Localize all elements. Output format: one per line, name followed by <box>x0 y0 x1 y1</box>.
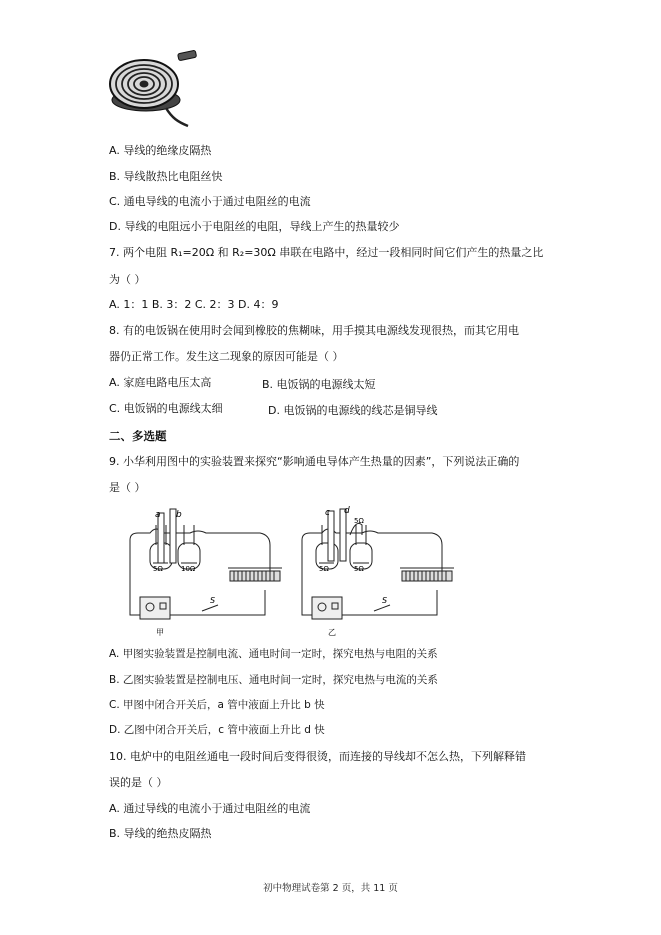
section-title-multiple-choice: 二、多选题 <box>109 429 167 443</box>
q9-option-c: C. 甲图中闭合开关后，a 管中液面上升比 b 快 <box>109 699 325 711</box>
fig-jia-r1: 5Ω <box>153 565 163 573</box>
fig-jia-tube-a: a <box>155 510 161 520</box>
q8-stem-line1: 8. 有的电饭锅在使用时会闻到橡胶的焦糊味，用手摸其电源线发现很热，而其它用电 <box>109 324 519 337</box>
page-footer: 初中物理试卷第 2 页，共 11 页 <box>263 883 398 894</box>
q10-option-b: B. 导线的绝热皮隔热 <box>109 827 212 840</box>
q9-option-b: B. 乙图实验装置是控制电压、通电时间一定时，探究电热与电流的关系 <box>109 674 438 686</box>
q6-option-b: B. 导线散热比电阻丝快 <box>109 170 223 183</box>
fig-jia-caption: 甲 <box>156 628 164 637</box>
figure-yi-rheostat <box>398 565 458 587</box>
q8-option-b: B. 电饭锅的电源线太短 <box>262 378 376 391</box>
q8-option-d: D. 电饭锅的电源线的线芯是铜导线 <box>268 404 438 417</box>
q9-stem-line1: 9. 小华利用图中的实验装置来探究“影响通电导体产生热量的因素”，下列说法正确的 <box>109 455 520 468</box>
q9-option-d: D. 乙图中闭合开关后，c 管中液面上升比 d 快 <box>109 724 325 736</box>
q10-stem-line1: 10. 电炉中的电阻丝通电一段时间后变得很烫，而连接的导线却不怎么热，下列解释错 <box>109 750 526 763</box>
q10-stem-line2: 误的是（ ） <box>109 776 168 789</box>
fig-yi-tube-d: d <box>344 506 350 516</box>
fig-yi-r-top: 5Ω <box>354 517 364 525</box>
fig-jia-switch: S <box>210 596 216 605</box>
fig-yi-tube-c: c <box>325 508 330 518</box>
q6-option-c: C. 通电导线的电流小于通过电阻丝的电流 <box>109 195 311 208</box>
fig-jia-r2: 10Ω <box>181 565 196 573</box>
q6-option-d: D. 导线的电阻远小于电阻丝的电阻，导线上产生的热量较少 <box>109 220 400 233</box>
q6-option-a: A. 导线的绝缘皮隔热 <box>109 144 212 157</box>
figure-jia-rheostat <box>226 565 286 587</box>
q7-stem-line2: 为（ ） <box>109 273 146 286</box>
fig-jia-tube-b: b <box>176 510 182 520</box>
fig-yi-r1: 5Ω <box>319 565 329 573</box>
fig-yi-caption: 乙 <box>328 628 336 637</box>
q8-stem-line2: 器仍正常工作。发生这二现象的原因可能是（ ） <box>109 350 344 363</box>
fig-yi-r2: 5Ω <box>354 565 364 573</box>
q8-option-c: C. 电饭锅的电源线太细 <box>109 402 223 415</box>
q8-option-a: A. 家庭电路电压太高 <box>109 376 212 389</box>
q7-options: A. 1：1 B. 3：2 C. 2：3 D. 4：9 <box>109 298 279 311</box>
q9-option-a: A. 甲图实验装置是控制电流、通电时间一定时，探究电热与电阻的关系 <box>109 648 438 660</box>
q9-stem-line2: 是（ ） <box>109 481 146 494</box>
q7-stem-line1: 7. 两个电阻 R₁=20Ω 和 R₂=30Ω 串联在电路中，经过一段相同时间它们产生的热量之比 <box>109 246 544 259</box>
electric-stove-image <box>106 48 206 136</box>
q10-option-a: A. 通过导线的电流小于通过电阻丝的电流 <box>109 802 311 815</box>
fig-yi-switch: S <box>382 596 388 605</box>
